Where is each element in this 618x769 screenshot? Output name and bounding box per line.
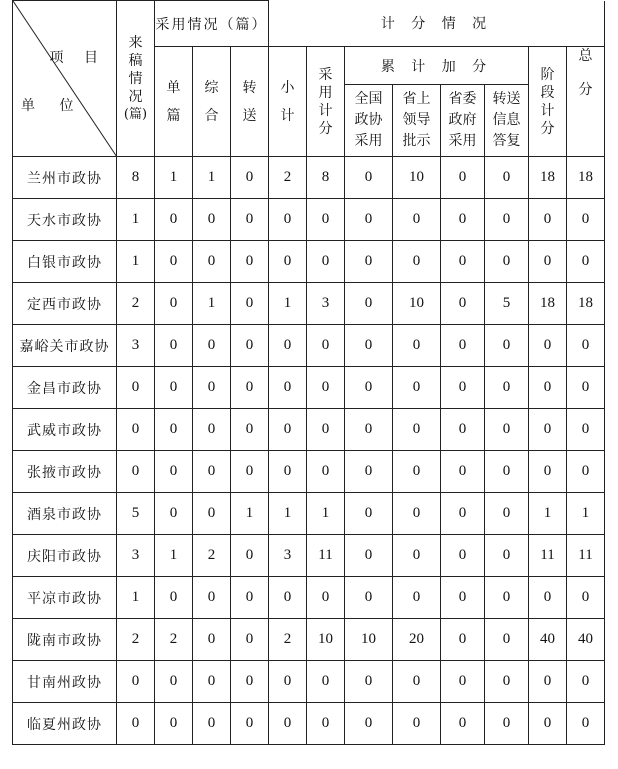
subtotal-cell: 0 xyxy=(269,703,307,745)
header-single: 单 篇 xyxy=(155,47,193,157)
forward-cell: 0 xyxy=(231,577,269,619)
table-row xyxy=(13,283,605,325)
stage-score-cell: 1 xyxy=(529,493,567,535)
adopt-score-cell: 10 xyxy=(307,619,345,661)
comprehensive-cell: 1 xyxy=(193,283,231,325)
provincial-cell: 0 xyxy=(393,535,441,577)
info-reply-cell: 0 xyxy=(485,157,529,199)
provincial-cell: 0 xyxy=(393,325,441,367)
stage-score-cell: 40 xyxy=(529,619,567,661)
adopt-score-cell: 0 xyxy=(307,703,345,745)
adopt-score-cell: 3 xyxy=(307,283,345,325)
table-row xyxy=(13,619,605,661)
comprehensive-cell: 0 xyxy=(193,241,231,283)
adopt-score-cell: 0 xyxy=(307,409,345,451)
adopt-score-cell: 0 xyxy=(307,661,345,703)
adopt-score-cell: 1 xyxy=(307,493,345,535)
info-reply-cell: 0 xyxy=(485,409,529,451)
national-cell: 0 xyxy=(345,241,393,283)
single-cell: 0 xyxy=(155,199,193,241)
stage-score-cell: 0 xyxy=(529,409,567,451)
header-info-reply: 转送 信息 答复 xyxy=(485,85,529,157)
header-comprehensive: 综 合 xyxy=(193,47,231,157)
subtotal-cell: 0 xyxy=(269,325,307,367)
comprehensive-cell: 0 xyxy=(193,493,231,535)
national-cell: 0 xyxy=(345,661,393,703)
forward-cell: 0 xyxy=(231,619,269,661)
provincial-cell: 0 xyxy=(393,577,441,619)
forward-cell: 0 xyxy=(231,451,269,493)
unit-name-cell: 天水市政协 xyxy=(13,199,117,241)
info-reply-cell: 0 xyxy=(485,703,529,745)
total-cell: 18 xyxy=(567,283,605,325)
subtotal-cell: 2 xyxy=(269,157,307,199)
prov-gov-cell: 0 xyxy=(441,283,485,325)
total-cell: 0 xyxy=(567,241,605,283)
stage-score-cell: 0 xyxy=(529,199,567,241)
comprehensive-cell: 0 xyxy=(193,325,231,367)
table-row xyxy=(13,451,605,493)
national-cell: 0 xyxy=(345,703,393,745)
received-cell: 0 xyxy=(117,451,155,493)
subtotal-cell: 0 xyxy=(269,661,307,703)
unit-name-cell: 甘南州政协 xyxy=(13,661,117,703)
unit-name-cell: 白银市政协 xyxy=(13,241,117,283)
subtotal-cell: 0 xyxy=(269,577,307,619)
unit-name-cell: 庆阳市政协 xyxy=(13,535,117,577)
received-cell: 0 xyxy=(117,367,155,409)
stage-score-cell: 0 xyxy=(529,661,567,703)
unit-name-cell: 嘉峪关市政协 xyxy=(13,325,117,367)
subtotal-cell: 0 xyxy=(269,241,307,283)
comprehensive-cell: 0 xyxy=(193,409,231,451)
forward-cell: 0 xyxy=(231,703,269,745)
info-reply-cell: 5 xyxy=(485,283,529,325)
national-cell: 0 xyxy=(345,367,393,409)
prov-gov-cell: 0 xyxy=(441,367,485,409)
single-cell: 0 xyxy=(155,409,193,451)
subtotal-cell: 1 xyxy=(269,493,307,535)
single-cell: 0 xyxy=(155,493,193,535)
provincial-cell: 10 xyxy=(393,283,441,325)
received-cell: 1 xyxy=(117,241,155,283)
header-unit-label: 单 位 xyxy=(21,98,84,114)
prov-gov-cell: 0 xyxy=(441,241,485,283)
single-cell: 0 xyxy=(155,661,193,703)
national-cell: 10 xyxy=(345,619,393,661)
national-cell: 0 xyxy=(345,535,393,577)
total-cell: 0 xyxy=(567,703,605,745)
total-cell: 0 xyxy=(567,367,605,409)
received-cell: 0 xyxy=(117,703,155,745)
info-reply-cell: 0 xyxy=(485,325,529,367)
received-cell: 2 xyxy=(117,283,155,325)
header-item-label: 项 目 xyxy=(49,50,106,66)
comprehensive-cell: 0 xyxy=(193,367,231,409)
single-cell: 0 xyxy=(155,703,193,745)
forward-cell: 0 xyxy=(231,409,269,451)
info-reply-cell: 0 xyxy=(485,493,529,535)
unit-name-cell: 金昌市政协 xyxy=(13,367,117,409)
comprehensive-cell: 0 xyxy=(193,577,231,619)
total-cell: 0 xyxy=(567,451,605,493)
header-prov-gov: 省委 政府 采用 xyxy=(441,85,485,157)
comprehensive-cell: 2 xyxy=(193,535,231,577)
provincial-cell: 10 xyxy=(393,157,441,199)
score-table xyxy=(12,0,605,745)
single-cell: 0 xyxy=(155,241,193,283)
table-row xyxy=(13,577,605,619)
received-cell: 3 xyxy=(117,535,155,577)
total-cell: 0 xyxy=(567,199,605,241)
forward-cell: 0 xyxy=(231,199,269,241)
comprehensive-cell: 0 xyxy=(193,703,231,745)
header-stage-score: 阶 段 计 分 xyxy=(529,47,567,157)
table-row xyxy=(13,703,605,745)
provincial-cell: 0 xyxy=(393,241,441,283)
adopt-score-cell: 0 xyxy=(307,367,345,409)
adopt-score-cell: 0 xyxy=(307,325,345,367)
subtotal-cell: 0 xyxy=(269,199,307,241)
stage-score-cell: 18 xyxy=(529,283,567,325)
adopt-score-cell: 0 xyxy=(307,241,345,283)
single-cell: 0 xyxy=(155,451,193,493)
received-cell: 8 xyxy=(117,157,155,199)
received-cell: 5 xyxy=(117,493,155,535)
received-cell: 2 xyxy=(117,619,155,661)
stage-score-cell: 0 xyxy=(529,241,567,283)
provincial-cell: 0 xyxy=(393,451,441,493)
forward-cell: 0 xyxy=(231,325,269,367)
header-corner-cell xyxy=(13,1,117,157)
unit-name-cell: 平凉市政协 xyxy=(13,577,117,619)
stage-score-cell: 0 xyxy=(529,451,567,493)
total-cell: 0 xyxy=(567,661,605,703)
total-cell: 40 xyxy=(567,619,605,661)
info-reply-cell: 0 xyxy=(485,661,529,703)
single-cell: 0 xyxy=(155,283,193,325)
header-subtotal: 小 计 xyxy=(269,47,307,157)
received-cell: 0 xyxy=(117,661,155,703)
national-cell: 0 xyxy=(345,199,393,241)
received-cell: 3 xyxy=(117,325,155,367)
info-reply-cell: 0 xyxy=(485,619,529,661)
provincial-cell: 0 xyxy=(393,703,441,745)
comprehensive-cell: 0 xyxy=(193,199,231,241)
total-cell: 1 xyxy=(567,493,605,535)
prov-gov-cell: 0 xyxy=(441,199,485,241)
subtotal-cell: 0 xyxy=(269,451,307,493)
table-row xyxy=(13,409,605,451)
national-cell: 0 xyxy=(345,451,393,493)
forward-cell: 0 xyxy=(231,535,269,577)
stage-score-cell: 0 xyxy=(529,577,567,619)
prov-gov-cell: 0 xyxy=(441,661,485,703)
single-cell: 0 xyxy=(155,325,193,367)
received-cell: 0 xyxy=(117,409,155,451)
table-row xyxy=(13,325,605,367)
subtotal-cell: 3 xyxy=(269,535,307,577)
single-cell: 0 xyxy=(155,367,193,409)
header-received: 来 稿 情 况 (篇) xyxy=(117,1,155,157)
forward-cell: 0 xyxy=(231,157,269,199)
subtotal-cell: 1 xyxy=(269,283,307,325)
single-cell: 1 xyxy=(155,157,193,199)
info-reply-cell: 0 xyxy=(485,577,529,619)
unit-name-cell: 张掖市政协 xyxy=(13,451,117,493)
unit-name-cell: 定西市政协 xyxy=(13,283,117,325)
national-cell: 0 xyxy=(345,283,393,325)
header-provincial: 省上 领导 批示 xyxy=(393,85,441,157)
forward-cell: 0 xyxy=(231,241,269,283)
info-reply-cell: 0 xyxy=(485,451,529,493)
unit-name-cell: 酒泉市政协 xyxy=(13,493,117,535)
forward-cell: 1 xyxy=(231,493,269,535)
prov-gov-cell: 0 xyxy=(441,409,485,451)
total-cell: 0 xyxy=(567,325,605,367)
comprehensive-cell: 1 xyxy=(193,157,231,199)
header-cumulative-group: 累 计 加 分 xyxy=(345,47,529,85)
unit-name-cell: 临夏州政协 xyxy=(13,703,117,745)
stage-score-cell: 0 xyxy=(529,367,567,409)
forward-cell: 0 xyxy=(231,367,269,409)
prov-gov-cell: 0 xyxy=(441,325,485,367)
comprehensive-cell: 0 xyxy=(193,619,231,661)
subtotal-cell: 0 xyxy=(269,367,307,409)
single-cell: 0 xyxy=(155,577,193,619)
national-cell: 0 xyxy=(345,409,393,451)
national-cell: 0 xyxy=(345,325,393,367)
single-cell: 1 xyxy=(155,535,193,577)
table-row xyxy=(13,367,605,409)
corner-diagonal xyxy=(13,1,117,157)
info-reply-cell: 0 xyxy=(485,199,529,241)
info-reply-cell: 0 xyxy=(485,241,529,283)
comprehensive-cell: 0 xyxy=(193,451,231,493)
forward-cell: 0 xyxy=(231,283,269,325)
header-national: 全国 政协 采用 xyxy=(345,85,393,157)
prov-gov-cell: 0 xyxy=(441,703,485,745)
unit-name-cell: 兰州市政协 xyxy=(13,157,117,199)
provincial-cell: 20 xyxy=(393,619,441,661)
header-total: 总 分 xyxy=(567,47,605,157)
subtotal-cell: 2 xyxy=(269,619,307,661)
header-scoring-group: 计 分 情 况 xyxy=(269,1,605,47)
header-adopt-score: 采 用 计 分 xyxy=(307,47,345,157)
single-cell: 2 xyxy=(155,619,193,661)
unit-name-cell: 陇南市政协 xyxy=(13,619,117,661)
provincial-cell: 0 xyxy=(393,367,441,409)
prov-gov-cell: 0 xyxy=(441,577,485,619)
provincial-cell: 0 xyxy=(393,199,441,241)
national-cell: 0 xyxy=(345,493,393,535)
prov-gov-cell: 0 xyxy=(441,535,485,577)
stage-score-cell: 11 xyxy=(529,535,567,577)
table-body xyxy=(13,157,605,745)
adopt-score-cell: 0 xyxy=(307,451,345,493)
header-adoption-group: 采用情况（篇） xyxy=(155,1,269,47)
stage-score-cell: 0 xyxy=(529,703,567,745)
prov-gov-cell: 0 xyxy=(441,619,485,661)
header-forward: 转 送 xyxy=(231,47,269,157)
table-row xyxy=(13,241,605,283)
prov-gov-cell: 0 xyxy=(441,493,485,535)
table-row xyxy=(13,157,605,199)
prov-gov-cell: 0 xyxy=(441,157,485,199)
provincial-cell: 0 xyxy=(393,493,441,535)
adopt-score-cell: 0 xyxy=(307,577,345,619)
forward-cell: 0 xyxy=(231,661,269,703)
national-cell: 0 xyxy=(345,577,393,619)
table-row xyxy=(13,535,605,577)
unit-name-cell: 武威市政协 xyxy=(13,409,117,451)
total-cell: 11 xyxy=(567,535,605,577)
comprehensive-cell: 0 xyxy=(193,661,231,703)
info-reply-cell: 0 xyxy=(485,367,529,409)
table-row xyxy=(13,199,605,241)
stage-score-cell: 0 xyxy=(529,325,567,367)
info-reply-cell: 0 xyxy=(485,535,529,577)
total-cell: 0 xyxy=(567,409,605,451)
received-cell: 1 xyxy=(117,199,155,241)
national-cell: 0 xyxy=(345,157,393,199)
adopt-score-cell: 8 xyxy=(307,157,345,199)
subtotal-cell: 0 xyxy=(269,409,307,451)
adopt-score-cell: 0 xyxy=(307,199,345,241)
adopt-score-cell: 11 xyxy=(307,535,345,577)
provincial-cell: 0 xyxy=(393,409,441,451)
table-row xyxy=(13,661,605,703)
provincial-cell: 0 xyxy=(393,661,441,703)
total-cell: 0 xyxy=(567,577,605,619)
prov-gov-cell: 0 xyxy=(441,451,485,493)
total-cell: 18 xyxy=(567,157,605,199)
stage-score-cell: 18 xyxy=(529,157,567,199)
received-cell: 1 xyxy=(117,577,155,619)
table-row xyxy=(13,493,605,535)
